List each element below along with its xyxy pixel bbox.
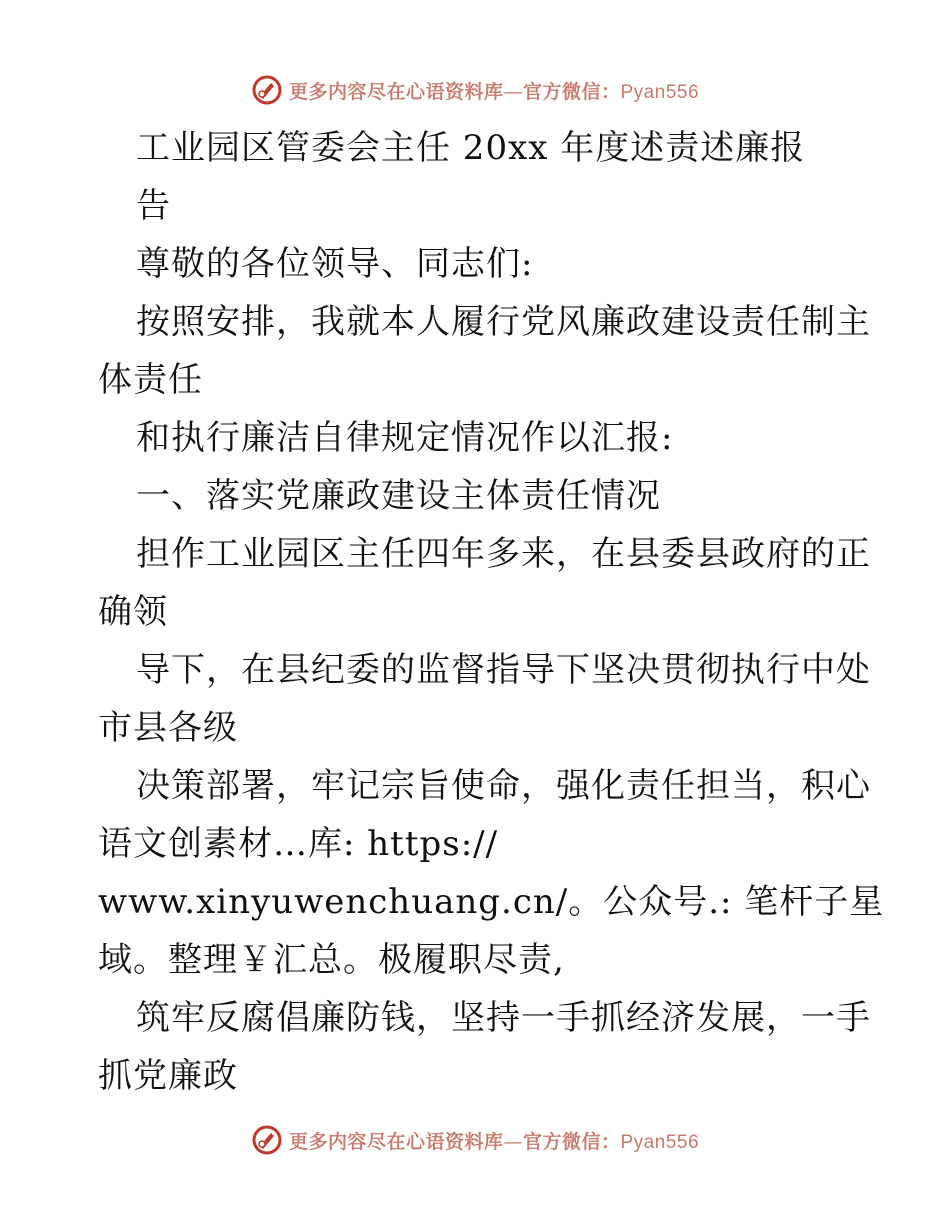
banner-wechat-label: 官方微信： — [522, 1130, 621, 1153]
doc-paragraph-line: 语文创素材…库: https:// — [98, 824, 499, 864]
banner-separator: — — [503, 80, 523, 103]
banner-separator: — — [503, 1130, 523, 1153]
doc-paragraph-line: 决策部署，牢记宗旨使命，强化责任担当，积心 — [136, 766, 871, 806]
banner-wechat-id: Pyan556 — [620, 81, 700, 103]
doc-salutation: 尊敬的各位领导、同志们: — [136, 244, 534, 284]
doc-paragraph-line: 市县各级 — [98, 708, 238, 748]
doc-paragraph-line: 确领 — [98, 592, 168, 632]
footer-banner — [0, 1120, 950, 1160]
banner-wechat-id: Pyan556 — [620, 1131, 700, 1153]
doc-paragraph-line: 和执行廉洁自律规定情况作以汇报: — [136, 418, 674, 458]
banner-title: 更多内容尽在心语资料库 — [288, 80, 504, 103]
doc-paragraph-line: 担作工业园区主任四年多来，在县委县政府的正 — [136, 534, 871, 574]
doc-title-line-1: 工业园区管委会主任 20xx 年度述责述廉报 — [136, 128, 806, 168]
doc-paragraph-line: 导下，在县纪委的监督指导下坚决贯彻执行中处 — [136, 650, 871, 690]
doc-paragraph-line: 体责任 — [98, 360, 203, 400]
doc-paragraph-line: 按照安排，我就本人履行党风廉政建设责任制主 — [136, 302, 871, 342]
doc-paragraph-line: www.xinyuwenchuang.cn/。公众号.: 笔杆子星 — [98, 882, 885, 922]
banner-text — [289, 1127, 699, 1154]
banner-wechat-label: 官方微信： — [522, 80, 621, 103]
doc-title-line-2: 告 — [136, 186, 171, 226]
doc-paragraph-line: 筑牢反腐倡廉防钱，坚持一手抓经济发展，一手 — [136, 998, 871, 1038]
doc-paragraph-line: 抓党廉政 — [98, 1056, 238, 1096]
doc-paragraph-line: 域。整理￥汇总。极履职尽责, — [98, 940, 565, 980]
doc-section-heading: 一、落实党廉政建设主体责任情况 — [136, 476, 661, 516]
brand-logo-icon — [251, 1124, 283, 1156]
banner-title: 更多内容尽在心语资料库 — [288, 1130, 504, 1153]
